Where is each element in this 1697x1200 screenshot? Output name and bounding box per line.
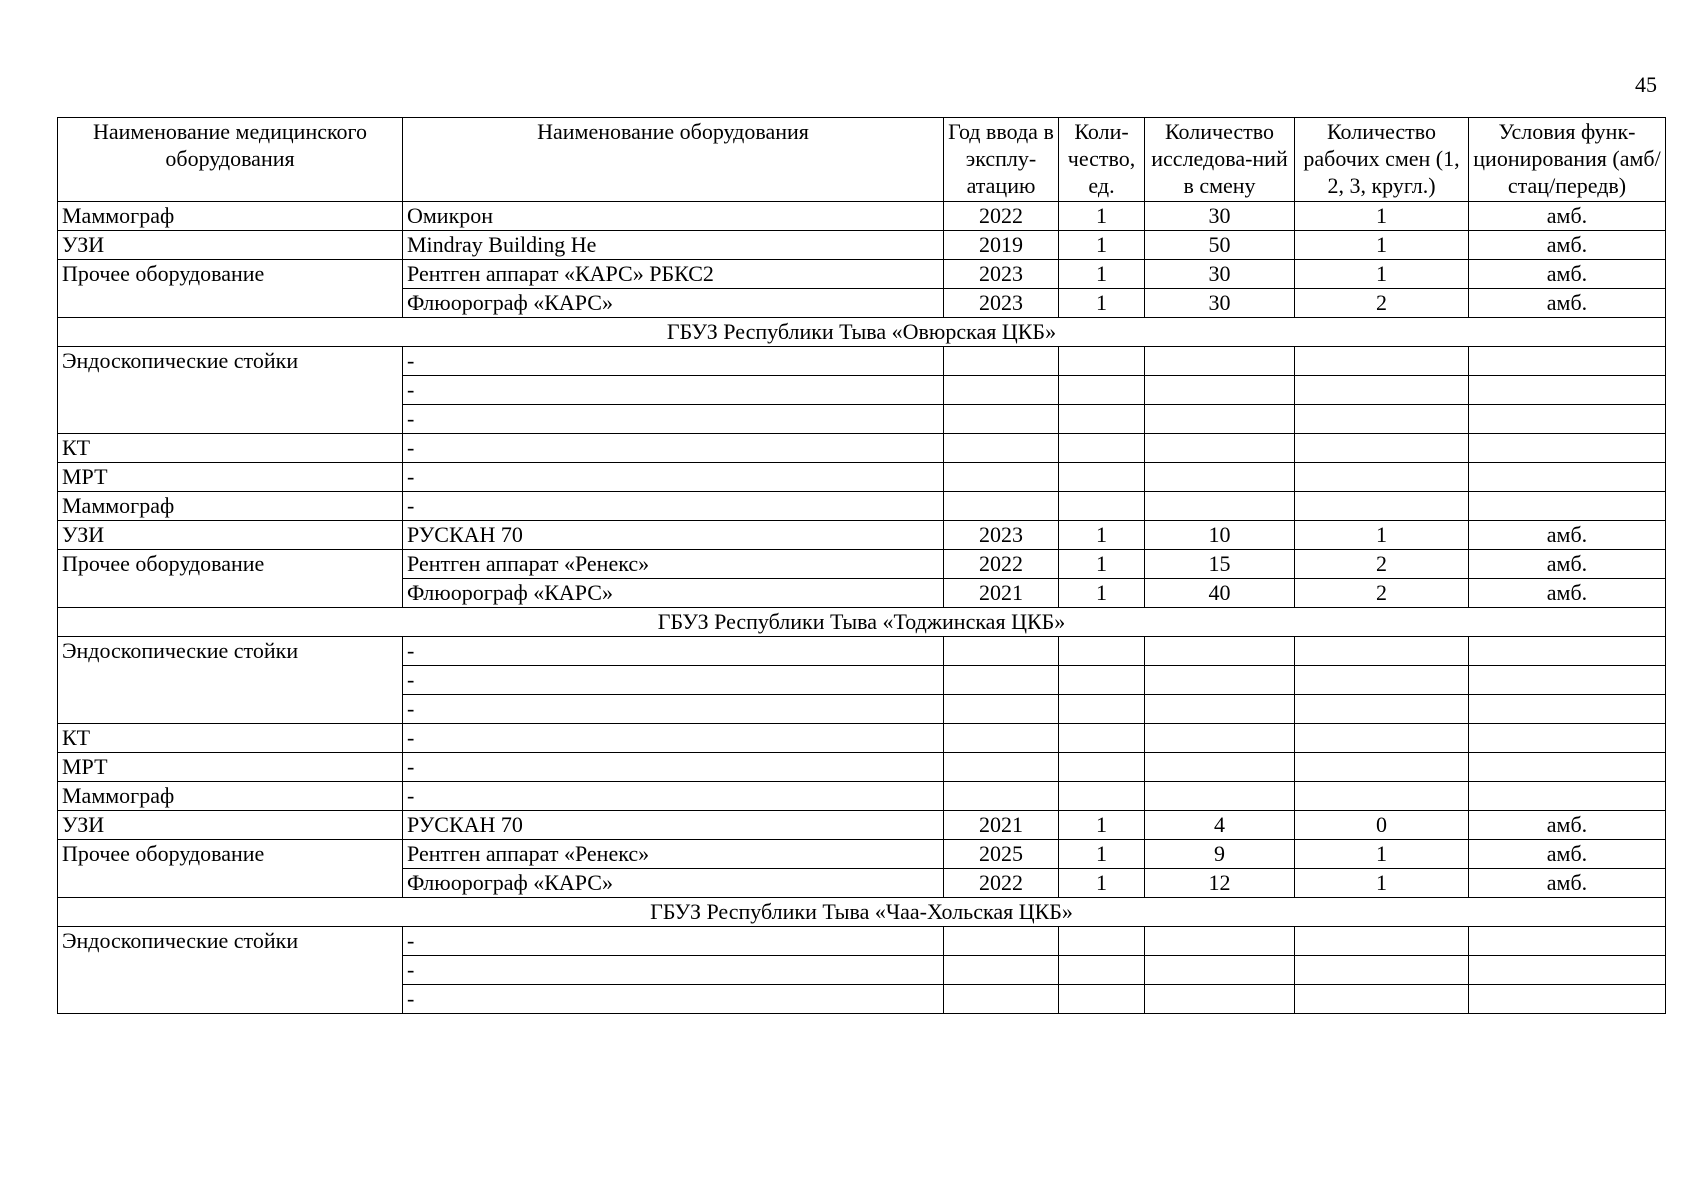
equipment-name-cell: - <box>403 956 944 985</box>
quantity-cell <box>1059 985 1145 1014</box>
equipment-category-cell: УЗИ <box>58 231 403 260</box>
operating-conditions-cell: амб. <box>1469 260 1666 289</box>
commission-year-cell: 2023 <box>944 521 1059 550</box>
quantity-cell: 1 <box>1059 840 1145 869</box>
table-row <box>58 637 1666 666</box>
studies-per-shift-cell <box>1145 347 1295 376</box>
studies-per-shift-cell: 30 <box>1145 202 1295 231</box>
section-header-row <box>58 898 1666 927</box>
studies-per-shift-cell: 12 <box>1145 869 1295 898</box>
equipment-category-cell: Прочее оборудование <box>58 550 403 608</box>
commission-year-cell <box>944 985 1059 1014</box>
studies-per-shift-cell <box>1145 782 1295 811</box>
commission-year-cell <box>944 956 1059 985</box>
operating-conditions-cell <box>1469 666 1666 695</box>
commission-year-cell: 2022 <box>944 202 1059 231</box>
work-shifts-cell <box>1295 666 1469 695</box>
section-header-row <box>58 318 1666 347</box>
equipment-name-cell: - <box>403 782 944 811</box>
work-shifts-cell: 1 <box>1295 840 1469 869</box>
studies-per-shift-cell <box>1145 463 1295 492</box>
studies-per-shift-cell: 40 <box>1145 579 1295 608</box>
table-row <box>58 927 1666 956</box>
table-row <box>58 840 1666 869</box>
studies-per-shift-cell: 15 <box>1145 550 1295 579</box>
quantity-cell <box>1059 956 1145 985</box>
table-row <box>58 492 1666 521</box>
quantity-cell <box>1059 405 1145 434</box>
studies-per-shift-cell <box>1145 666 1295 695</box>
equipment-category-cell: Эндоскопические стойки <box>58 347 403 434</box>
work-shifts-cell <box>1295 347 1469 376</box>
table-row <box>58 782 1666 811</box>
commission-year-cell: 2021 <box>944 811 1059 840</box>
quantity-cell: 1 <box>1059 811 1145 840</box>
equipment-category-cell: МРТ <box>58 463 403 492</box>
equipment-name-cell: Флюорограф «КАРС» <box>403 579 944 608</box>
header-operating-conditions: Условия функ-ционирования (амб/стац/передв) <box>1469 118 1666 202</box>
header-quantity: Коли-чество, ед. <box>1059 118 1145 202</box>
work-shifts-cell <box>1295 463 1469 492</box>
work-shifts-cell: 2 <box>1295 579 1469 608</box>
operating-conditions-cell <box>1469 956 1666 985</box>
studies-per-shift-cell <box>1145 637 1295 666</box>
studies-per-shift-cell: 30 <box>1145 260 1295 289</box>
equipment-name-cell: - <box>403 927 944 956</box>
operating-conditions-cell <box>1469 347 1666 376</box>
commission-year-cell <box>944 782 1059 811</box>
commission-year-cell <box>944 695 1059 724</box>
commission-year-cell <box>944 666 1059 695</box>
studies-per-shift-cell: 9 <box>1145 840 1295 869</box>
work-shifts-cell <box>1295 405 1469 434</box>
studies-per-shift-cell <box>1145 376 1295 405</box>
operating-conditions-cell: амб. <box>1469 811 1666 840</box>
section-header-row <box>58 608 1666 637</box>
operating-conditions-cell <box>1469 463 1666 492</box>
equipment-name-cell: - <box>403 637 944 666</box>
equipment-category-cell: МРТ <box>58 753 403 782</box>
quantity-cell <box>1059 492 1145 521</box>
table-row <box>58 811 1666 840</box>
work-shifts-cell <box>1295 985 1469 1014</box>
table-row <box>58 463 1666 492</box>
commission-year-cell: 2023 <box>944 260 1059 289</box>
equipment-name-cell: Флюорограф «КАРС» <box>403 869 944 898</box>
section-title: ГБУЗ Республики Тыва «Чаа-Хольская ЦКБ» <box>58 898 1666 927</box>
commission-year-cell: 2025 <box>944 840 1059 869</box>
operating-conditions-cell <box>1469 927 1666 956</box>
operating-conditions-cell <box>1469 753 1666 782</box>
operating-conditions-cell: амб. <box>1469 550 1666 579</box>
quantity-cell <box>1059 463 1145 492</box>
studies-per-shift-cell <box>1145 985 1295 1014</box>
equipment-name-cell: - <box>403 347 944 376</box>
equipment-category-cell: КТ <box>58 724 403 753</box>
equipment-name-cell: РУСКАН 70 <box>403 521 944 550</box>
operating-conditions-cell: амб. <box>1469 231 1666 260</box>
quantity-cell <box>1059 637 1145 666</box>
equipment-name-cell: Mindray Building He <box>403 231 944 260</box>
equipment-name-cell: - <box>403 695 944 724</box>
table-header-row <box>58 118 1666 202</box>
quantity-cell <box>1059 927 1145 956</box>
commission-year-cell <box>944 492 1059 521</box>
quantity-cell <box>1059 782 1145 811</box>
work-shifts-cell <box>1295 695 1469 724</box>
commission-year-cell <box>944 463 1059 492</box>
commission-year-cell <box>944 927 1059 956</box>
studies-per-shift-cell <box>1145 405 1295 434</box>
table-row <box>58 550 1666 579</box>
equipment-name-cell: - <box>403 376 944 405</box>
operating-conditions-cell <box>1469 405 1666 434</box>
work-shifts-cell: 1 <box>1295 869 1469 898</box>
equipment-name-cell: - <box>403 434 944 463</box>
operating-conditions-cell <box>1469 724 1666 753</box>
header-work-shifts: Количество рабочих смен (1, 2, 3, кругл.) <box>1295 118 1469 202</box>
equipment-name-cell: Омикрон <box>403 202 944 231</box>
equipment-category-cell: Прочее оборудование <box>58 840 403 898</box>
operating-conditions-cell <box>1469 985 1666 1014</box>
work-shifts-cell <box>1295 753 1469 782</box>
studies-per-shift-cell <box>1145 753 1295 782</box>
work-shifts-cell <box>1295 434 1469 463</box>
studies-per-shift-cell <box>1145 956 1295 985</box>
header-equipment-name: Наименование оборудования <box>403 118 944 202</box>
commission-year-cell <box>944 753 1059 782</box>
quantity-cell <box>1059 695 1145 724</box>
table-row <box>58 260 1666 289</box>
work-shifts-cell: 0 <box>1295 811 1469 840</box>
commission-year-cell: 2021 <box>944 579 1059 608</box>
work-shifts-cell: 1 <box>1295 231 1469 260</box>
equipment-name-cell: РУСКАН 70 <box>403 811 944 840</box>
commission-year-cell <box>944 376 1059 405</box>
work-shifts-cell: 1 <box>1295 202 1469 231</box>
work-shifts-cell: 1 <box>1295 260 1469 289</box>
commission-year-cell: 2022 <box>944 550 1059 579</box>
studies-per-shift-cell <box>1145 724 1295 753</box>
commission-year-cell <box>944 405 1059 434</box>
equipment-category-cell: УЗИ <box>58 521 403 550</box>
table-row <box>58 434 1666 463</box>
studies-per-shift-cell <box>1145 695 1295 724</box>
studies-per-shift-cell <box>1145 927 1295 956</box>
quantity-cell: 1 <box>1059 869 1145 898</box>
equipment-category-cell: КТ <box>58 434 403 463</box>
quantity-cell <box>1059 434 1145 463</box>
quantity-cell: 1 <box>1059 289 1145 318</box>
section-title: ГБУЗ Республики Тыва «Тоджинская ЦКБ» <box>58 608 1666 637</box>
commission-year-cell <box>944 637 1059 666</box>
equipment-category-cell: УЗИ <box>58 811 403 840</box>
operating-conditions-cell: амб. <box>1469 202 1666 231</box>
quantity-cell: 1 <box>1059 260 1145 289</box>
header-commission-year: Год ввода в эксплу-атацию <box>944 118 1059 202</box>
studies-per-shift-cell: 50 <box>1145 231 1295 260</box>
work-shifts-cell <box>1295 956 1469 985</box>
equipment-name-cell: - <box>403 666 944 695</box>
equipment-table <box>57 117 1666 1014</box>
equipment-name-cell: Флюорограф «КАРС» <box>403 289 944 318</box>
operating-conditions-cell: амб. <box>1469 840 1666 869</box>
equipment-category-cell: Прочее оборудование <box>58 260 403 318</box>
equipment-name-cell: Рентген аппарат «Ренекс» <box>403 550 944 579</box>
equipment-name-cell: - <box>403 463 944 492</box>
page-number: 45 <box>1635 72 1657 97</box>
operating-conditions-cell <box>1469 376 1666 405</box>
work-shifts-cell: 2 <box>1295 289 1469 318</box>
header-medical-equipment-name: Наименование медицинского оборудования <box>58 118 403 202</box>
equipment-category-cell: Маммограф <box>58 202 403 231</box>
equipment-category-cell: Маммограф <box>58 492 403 521</box>
operating-conditions-cell: амб. <box>1469 869 1666 898</box>
work-shifts-cell <box>1295 724 1469 753</box>
quantity-cell: 1 <box>1059 231 1145 260</box>
work-shifts-cell: 2 <box>1295 550 1469 579</box>
commission-year-cell <box>944 724 1059 753</box>
quantity-cell <box>1059 666 1145 695</box>
table-row <box>58 521 1666 550</box>
studies-per-shift-cell <box>1145 492 1295 521</box>
equipment-category-cell: Эндоскопические стойки <box>58 637 403 724</box>
quantity-cell <box>1059 753 1145 782</box>
equipment-category-cell: Маммограф <box>58 782 403 811</box>
table-row <box>58 347 1666 376</box>
work-shifts-cell <box>1295 492 1469 521</box>
equipment-name-cell: - <box>403 724 944 753</box>
table-row <box>58 202 1666 231</box>
operating-conditions-cell: амб. <box>1469 579 1666 608</box>
operating-conditions-cell <box>1469 434 1666 463</box>
table-row <box>58 724 1666 753</box>
equipment-name-cell: - <box>403 405 944 434</box>
commission-year-cell: 2023 <box>944 289 1059 318</box>
work-shifts-cell: 1 <box>1295 521 1469 550</box>
header-studies-per-shift: Количество исследова-ний в смену <box>1145 118 1295 202</box>
studies-per-shift-cell: 30 <box>1145 289 1295 318</box>
commission-year-cell <box>944 434 1059 463</box>
studies-per-shift-cell: 10 <box>1145 521 1295 550</box>
studies-per-shift-cell <box>1145 434 1295 463</box>
quantity-cell: 1 <box>1059 550 1145 579</box>
work-shifts-cell <box>1295 782 1469 811</box>
section-title: ГБУЗ Республики Тыва «Овюрская ЦКБ» <box>58 318 1666 347</box>
commission-year-cell: 2019 <box>944 231 1059 260</box>
operating-conditions-cell: амб. <box>1469 289 1666 318</box>
quantity-cell: 1 <box>1059 521 1145 550</box>
work-shifts-cell <box>1295 637 1469 666</box>
equipment-name-cell: Рентген аппарат «КАРС» РБКС2 <box>403 260 944 289</box>
work-shifts-cell <box>1295 376 1469 405</box>
quantity-cell <box>1059 376 1145 405</box>
studies-per-shift-cell: 4 <box>1145 811 1295 840</box>
operating-conditions-cell <box>1469 637 1666 666</box>
equipment-name-cell: - <box>403 492 944 521</box>
quantity-cell: 1 <box>1059 202 1145 231</box>
equipment-name-cell: Рентген аппарат «Ренекс» <box>403 840 944 869</box>
table-row <box>58 231 1666 260</box>
equipment-category-cell: Эндоскопические стойки <box>58 927 403 1014</box>
quantity-cell <box>1059 724 1145 753</box>
table-row <box>58 753 1666 782</box>
commission-year-cell <box>944 347 1059 376</box>
operating-conditions-cell: амб. <box>1469 521 1666 550</box>
quantity-cell: 1 <box>1059 579 1145 608</box>
work-shifts-cell <box>1295 927 1469 956</box>
equipment-name-cell: - <box>403 985 944 1014</box>
operating-conditions-cell <box>1469 492 1666 521</box>
equipment-name-cell: - <box>403 753 944 782</box>
commission-year-cell: 2022 <box>944 869 1059 898</box>
quantity-cell <box>1059 347 1145 376</box>
operating-conditions-cell <box>1469 695 1666 724</box>
operating-conditions-cell <box>1469 782 1666 811</box>
